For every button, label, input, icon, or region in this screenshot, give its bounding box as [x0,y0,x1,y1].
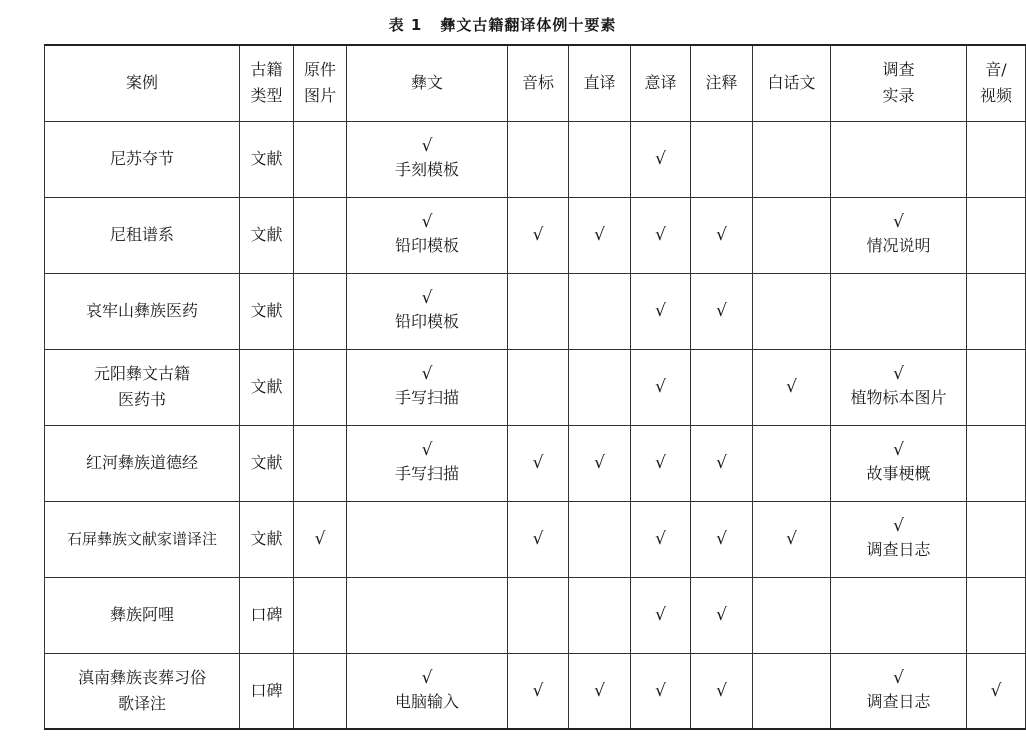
cell-annotation [691,273,753,349]
cell-free-translation [631,349,691,425]
header-literal: 直译 [569,45,631,121]
cell-free-translation [631,577,691,653]
cell-yi-script [347,349,508,425]
cell-type: 口碑 [240,653,294,729]
cell-annotation [691,577,753,653]
cell-note: 植物标本图片 [850,388,947,407]
cell-literal [569,577,631,653]
check-mark: √ [716,605,727,625]
check-mark: √ [421,667,433,688]
check-mark: √ [893,516,904,536]
cell-audio-video [967,273,1026,349]
check-mark: √ [421,288,433,308]
check-mark: √ [532,225,544,245]
header-case: 案例 [45,45,240,121]
cell-yi-script [347,425,508,501]
table-row [45,273,1026,349]
case-name-line: 滇南彝族丧葬习俗 [77,667,206,687]
header-yi-script: 彝文 [347,45,508,121]
header-original-image: 原件 图片 [294,45,347,121]
check-mark: √ [532,453,544,473]
cell-phonetic [508,577,569,653]
cell-phonetic [508,501,569,577]
check-mark: √ [594,680,605,701]
check-mark: √ [532,529,544,549]
cell-literal [569,121,631,197]
cell-original-image [294,273,347,349]
cell-case [45,577,240,653]
cell-case [45,197,240,273]
cell-stack [831,667,966,715]
cell-survey [831,577,967,653]
cell-original-image [294,577,347,653]
cell-survey [831,197,967,273]
cell-audio-video [967,577,1026,653]
check-mark: √ [893,440,904,460]
cell-phonetic [508,349,569,425]
table-row [45,121,1026,197]
cell-survey [831,425,967,501]
cell-original-image [294,349,347,425]
check-mark: √ [990,680,1002,701]
cell-original-image [294,425,347,501]
cell-literal [569,501,631,577]
cell-phonetic [508,197,569,273]
table-row [45,425,1026,501]
cell-stack [347,667,507,715]
check-mark: √ [655,529,666,549]
cell-audio-video [967,653,1026,729]
check-mark: √ [655,149,666,169]
case-name-line: 尼苏夺节 [109,149,174,168]
check-mark: √ [716,225,727,245]
cell-note: 铅印模板 [394,236,459,255]
cell-stack [831,439,966,487]
check-mark: √ [655,377,666,397]
case-name-line: 彝族阿哩 [109,605,174,624]
cell-annotation [691,197,753,273]
cell-note: 手写扫描 [394,464,459,483]
case-name-line: 哀牢山彝族医药 [85,301,198,320]
cell-free-translation [631,197,691,273]
cell-vernacular [753,501,831,577]
check-mark: √ [893,364,904,384]
cell-annotation [691,501,753,577]
cell-vernacular [753,197,831,273]
cell-audio-video [967,349,1026,425]
check-mark: √ [893,212,904,232]
header-audio-video: 音/ 视频 [967,45,1026,121]
table-title: 彝文古籍翻译体例十要素 [440,16,617,34]
cell-note: 手写扫描 [394,388,459,407]
cell-phonetic [508,273,569,349]
cell-type: 文献 [240,425,294,501]
cell-survey [831,349,967,425]
cell-literal [569,425,631,501]
cell-free-translation [631,425,691,501]
check-mark: √ [655,301,666,321]
check-mark: √ [421,440,433,460]
cell-note: 情况说明 [866,236,931,255]
case-name-line: 石屏彝族文献家谱译注 [66,530,217,548]
case-name-line: 元阳彝文古籍 [93,364,190,383]
header-type: 古籍 类型 [240,45,294,121]
cell-stack [347,135,507,183]
cell-case [45,121,240,197]
cell-vernacular [753,577,831,653]
cell-case [45,349,240,425]
cell-literal [569,653,631,729]
cell-original-image [294,653,347,729]
cell-case [45,501,240,577]
cell-case [45,273,240,349]
check-mark: √ [532,680,544,701]
table-number: 表 1 [388,16,423,34]
case-stack [45,602,239,628]
case-name-line: 尼租谱系 [109,225,174,244]
cell-vernacular [753,273,831,349]
cell-literal [569,273,631,349]
cell-stack [347,287,507,335]
cell-phonetic [508,121,569,197]
cell-stack [831,211,966,259]
check-mark: √ [716,301,727,321]
check-mark: √ [893,667,904,688]
cell-type: 文献 [240,121,294,197]
cell-type: 文献 [240,349,294,425]
check-mark: √ [421,364,433,384]
cell-survey [831,273,967,349]
case-stack [45,450,239,476]
check-mark: √ [655,605,666,625]
cell-stack [831,363,966,411]
check-mark: √ [716,680,727,701]
cell-phonetic [508,653,569,729]
cell-type: 文献 [240,273,294,349]
cell-audio-video [967,121,1026,197]
case-stack [45,665,239,717]
cell-note: 手刻模板 [394,160,459,179]
cell-annotation [691,425,753,501]
cell-case [45,653,240,729]
data-table [44,44,1026,730]
table-body [45,121,1026,729]
check-mark: √ [594,225,605,245]
cell-annotation [691,349,753,425]
cell-original-image [294,501,347,577]
cell-yi-script [347,197,508,273]
cell-note: 调查日志 [866,540,931,559]
table-row [45,501,1026,577]
check-mark: √ [716,529,727,549]
cell-literal [569,349,631,425]
header-annotation: 注释 [691,45,753,121]
check-mark: √ [655,680,666,701]
cell-annotation [691,653,753,729]
cell-stack [347,211,507,259]
cell-type: 口碑 [240,577,294,653]
cell-original-image [294,121,347,197]
cell-survey [831,501,967,577]
cell-vernacular [753,653,831,729]
header-phonetic: 音标 [508,45,569,121]
table-row [45,577,1026,653]
cell-note: 调查日志 [866,691,931,711]
case-name-line: 歌译注 [117,693,166,713]
header-survey: 调查 实录 [831,45,967,121]
table-row [45,349,1026,425]
cell-survey [831,653,967,729]
cell-audio-video [967,197,1026,273]
check-mark: √ [655,453,666,473]
cell-phonetic [508,425,569,501]
cell-case [45,425,240,501]
cell-note: 铅印模板 [394,312,459,331]
cell-yi-script [347,501,508,577]
cell-audio-video [967,501,1026,577]
cell-stack [831,515,966,563]
table-row [45,197,1026,273]
case-stack [45,361,239,413]
cell-yi-script [347,273,508,349]
case-stack [45,526,239,552]
cell-yi-script [347,653,508,729]
case-name-line: 红河彝族道德经 [85,453,198,472]
cell-note: 故事梗概 [866,464,931,483]
cell-stack [347,439,507,487]
cell-vernacular [753,425,831,501]
check-mark: √ [594,453,605,473]
case-name-line: 医药书 [117,390,166,409]
cell-vernacular [753,121,831,197]
check-mark: √ [655,225,666,245]
table-row [45,653,1026,729]
cell-yi-script [347,121,508,197]
cell-type: 文献 [240,197,294,273]
cell-note: 电脑输入 [394,691,459,711]
check-mark: √ [421,212,433,232]
table-caption [0,14,1005,35]
header-free-translation: 意译 [631,45,691,121]
cell-free-translation [631,501,691,577]
case-stack [45,222,239,248]
cell-audio-video [967,425,1026,501]
cell-survey [831,121,967,197]
check-mark: √ [716,453,727,473]
cell-free-translation [631,121,691,197]
cell-type: 文献 [240,501,294,577]
cell-literal [569,197,631,273]
check-mark: √ [314,529,326,549]
case-stack [45,298,239,324]
case-stack [45,146,239,172]
check-mark: √ [786,529,797,549]
check-mark: √ [421,136,433,156]
cell-annotation [691,121,753,197]
cell-free-translation [631,273,691,349]
header-row [45,45,1026,121]
cell-free-translation [631,653,691,729]
cell-vernacular [753,349,831,425]
check-mark: √ [786,377,797,397]
header-vernacular: 白话文 [753,45,831,121]
cell-yi-script [347,577,508,653]
cell-stack [347,363,507,411]
cell-original-image [294,197,347,273]
